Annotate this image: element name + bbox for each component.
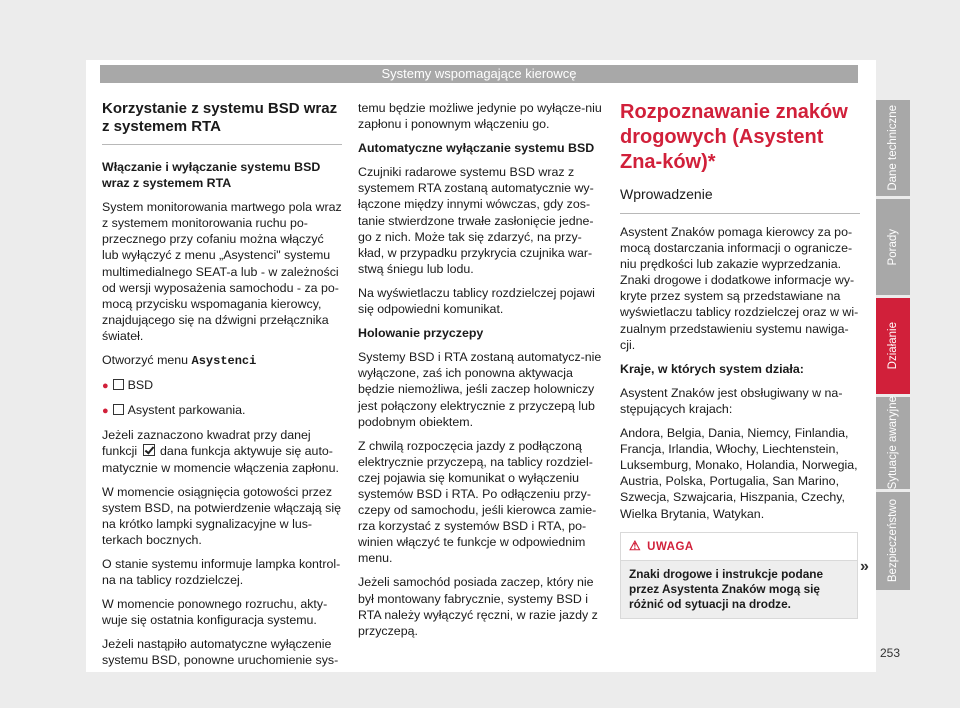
column-1: [102, 100, 342, 677]
text: Jeżeli zaznaczono kwadrat przy danej funkcji: [102, 428, 311, 459]
paragraph: W momencie osiągnięcia gotowości przez system BSD, na potwierdzenie włączają się na krótko lampki sygnalizacyjne w lus-terkach bocznych.: [102, 484, 341, 547]
paragraph: Systemy BSD i RTA zostaną automatycz-nie wyłączone, zaś ich ponowna aktywacja będzie niemożliwa, jeśli zaczep holowniczy jest połączony elektrycznie z przyczepą lub podobnym obiektem.: [358, 350, 602, 429]
warning-box: [620, 532, 858, 619]
subsection-title: Wprowadzenie: [620, 185, 860, 214]
text: Otworzyć menu: [102, 353, 192, 368]
bullet-icon: ●: [102, 380, 109, 393]
warning-label: UWAGA: [647, 540, 694, 553]
chapter-title: Rozpoznawanie znaków drogowych (Asystent Zna-ków)*: [620, 101, 848, 173]
list-item: [102, 377, 342, 394]
paragraph: Andora, Belgia, Dania, Niemcy, Finlandia, Francja, Irlandia, Włochy, Liechtenstein, Luksemburg, Monako, Holandia, Norwegia, Austria, Polska, Portugalia, San Marino, Szwecja, Szwajcaria, Hiszpania, Czechy, Wielka Brytania, Watykan.: [620, 426, 858, 521]
list-item-label: BSD: [127, 378, 154, 393]
column-2: [358, 100, 602, 647]
warning-text: Znaki drogowe i instrukcje podane przez Asystenta Znaków mogą się różnić od sytuacji na drodze.: [629, 566, 824, 611]
paragraph: System monitorowania martwego pola wraz z systemem monitorowania ruchu po-przecznego przy cofaniu można włączyć lub wyłączyć z menu „Asystenci" systemu multimedialnego SEAT-a lub - w zależności od wersji wyposażenia samochodu - za po-mocą przycisku wspomagania kierowcy, znajdującego się na dźwigni przełącznika świateł.: [102, 200, 342, 343]
heading: Włączanie i wyłączanie systemu BSD wraz z systemem RTA: [102, 160, 321, 191]
tab-label: Działanie: [887, 322, 899, 370]
paragraph: Z chwilą rozpoczęcia jazdy z podłączoną elektrycznie przyczepą, na tablicy rozdziel-czej pojawia się komunikat o wyłączeniu systemów BSD i RTA. Po odłączeniu przy-czepy od samochodu, jeśli kierowca zamie-rza korzystać z systemów BSD i RTA, po-winien włączyć te funkcje w odpowiednim menu.: [358, 438, 597, 566]
page-header: Systemy wspomagające kierowcę: [100, 65, 858, 83]
list-item-label: Asystent parkowania.: [127, 403, 246, 418]
tab-label: Dane techniczne: [887, 105, 899, 191]
paragraph: Jeżeli samochód posiada zaczep, który nie był montowany fabrycznie, systemy BSD i RTA należy wyłączyć ręczni, w razie jazdy z przyczepą.: [358, 575, 598, 638]
checkbox-icon: [113, 404, 124, 415]
list-item: [102, 402, 342, 419]
tab-label: Bezpieczeństwo: [887, 499, 899, 583]
tab-sytuacje-awaryjne[interactable]: [876, 397, 910, 489]
paragraph: Na wyświetlaczu tablicy rozdzielczej pojawi się odpowiedni komunikat.: [358, 285, 595, 317]
continue-arrow-icon: »: [860, 558, 869, 575]
paragraph: O stanie systemu informuje lampka kontrol-na na tablicy rozdzielczej.: [102, 556, 341, 588]
paragraph: Jeżeli nastąpiło automatyczne wyłączenie systemu BSD, ponowne uruchomienie sys-: [102, 637, 339, 668]
text: dana funkcja aktywuje się auto-matycznie w momencie włączenia zapłonu.: [102, 444, 339, 475]
tab-bezpieczenstwo[interactable]: [876, 492, 910, 590]
tab-dane-techniczne[interactable]: [876, 100, 910, 196]
paragraph: Asystent Znaków pomaga kierowcy za po-mocą dostarczania informacji o ogranicze-niu prędkości lub zakazie wyprzedzania. Znaki drogowe i dodatkowe informacje wy-kryte przez system są przedstawiane na wyświetlaczu tablicy rozdzielczej oraz w wi-zualnym przedstawieniu systemu nawiga-cji.: [620, 225, 859, 352]
warning-triangle-icon: ⚠: [629, 537, 642, 553]
paragraph: [102, 427, 342, 475]
tab-label: Porady: [887, 228, 899, 266]
heading: Kraje, w których system działa:: [620, 361, 804, 376]
checked-box-icon: [143, 444, 155, 456]
tab-dzialanie[interactable]: [876, 298, 910, 394]
page-number: 253: [880, 646, 901, 660]
paragraph: W momencie ponownego rozruchu, akty-wuje się ostatnia konfiguracja systemu.: [102, 597, 328, 628]
tab-label: Sytuacje awaryjne: [887, 396, 899, 490]
menu-name: Asystenci: [191, 354, 257, 369]
bullet-icon: ●: [102, 405, 109, 418]
heading: Holowanie przyczepy: [358, 326, 484, 341]
warning-header: [621, 533, 857, 561]
paragraph: Asystent Znaków jest obsługiwany w na-stępujących krajach:: [620, 385, 843, 416]
column-3: [620, 100, 860, 619]
paragraph: [102, 352, 342, 369]
paragraph: temu będzie możliwe jedynie po wyłącze-niu zapłonu i ponownym włączeniu go.: [358, 101, 602, 132]
checkbox-icon: [113, 379, 124, 390]
section-title: Korzystanie z systemu BSD wraz z systemem RTA: [102, 100, 342, 145]
tab-porady[interactable]: [876, 199, 910, 295]
heading: Automatyczne wyłączanie systemu BSD: [358, 141, 595, 156]
paragraph: Czujniki radarowe systemu BSD wraz z systemem RTA zostaną automatycznie wy-łączone między innymi wówczas, gdy zos-tanie stwierdzone trwałe zasłonięcie jedne-go z nich. Może tak się zdarzyć, na przy-kład, w przypadku przykrycia czujnika war-stwą śniegu lub lodu.: [358, 165, 594, 276]
